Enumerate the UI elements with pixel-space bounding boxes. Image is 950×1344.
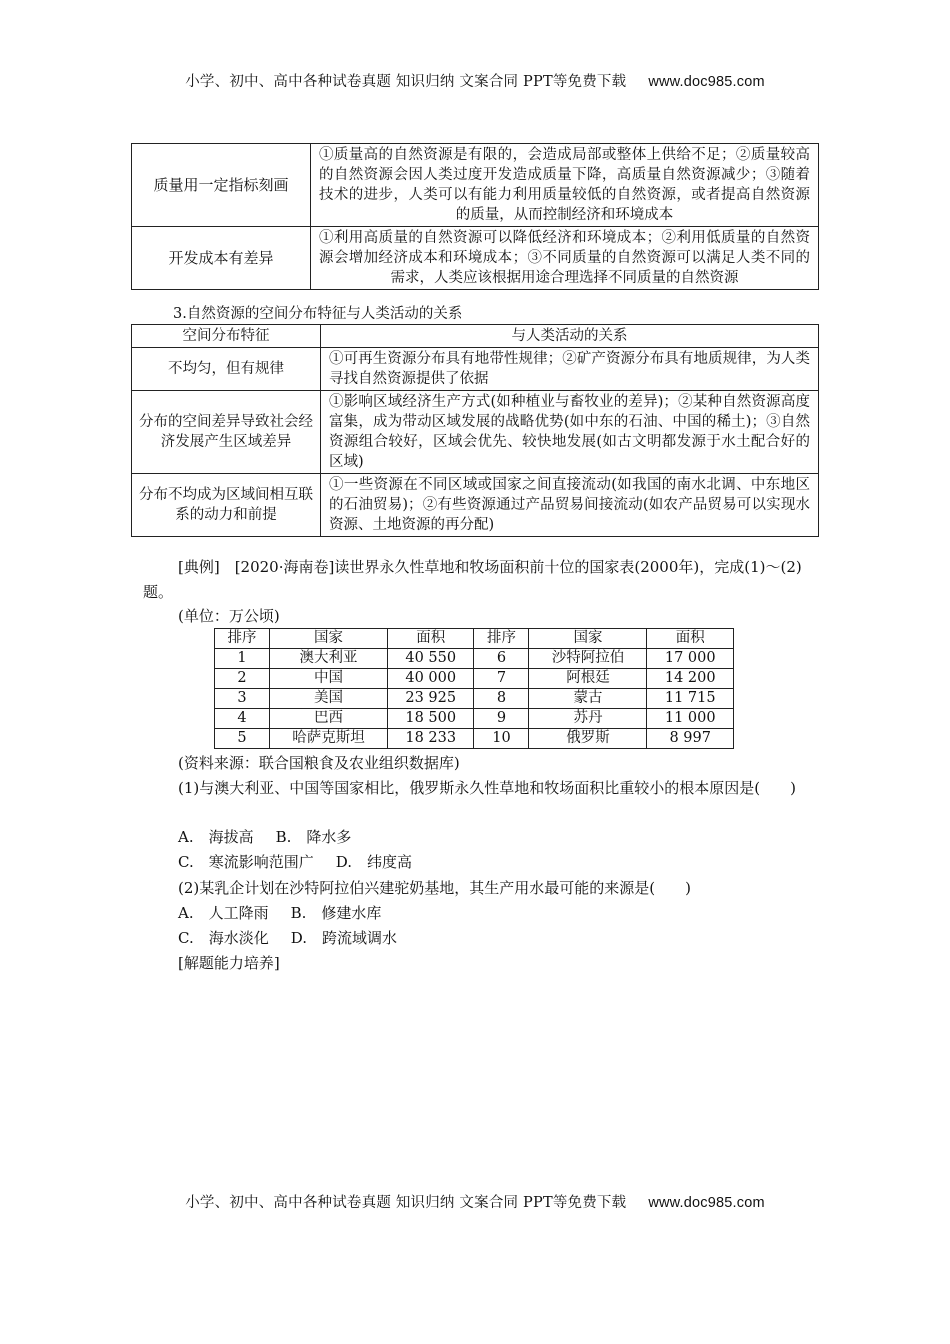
table-cell: 中国	[270, 669, 388, 689]
table-cell: 17 000	[647, 649, 734, 669]
table-cell: 蒙古	[529, 689, 647, 709]
header-url[interactable]: www.doc985.com	[648, 74, 765, 90]
table-cell: 10	[474, 729, 529, 749]
table-row	[132, 474, 819, 537]
table-cell: 苏丹	[529, 709, 647, 729]
table-header-row	[132, 325, 819, 348]
table-cell: 澳大利亚	[270, 649, 388, 669]
feature-cell: 分布的空间差异导致社会经济发展产生区域差异	[132, 391, 321, 474]
table-row	[215, 709, 734, 729]
grassland-area-table	[214, 628, 734, 749]
question-1-options	[143, 850, 858, 875]
table-row	[215, 669, 734, 689]
column-header: 空间分布特征	[132, 325, 321, 348]
table-cell: 1	[215, 649, 270, 669]
table-cell: 9	[474, 709, 529, 729]
feature-cell: 分布不均成为区域间相互联系的动力和前提	[132, 474, 321, 537]
page-header	[0, 70, 950, 91]
table-cell: 美国	[270, 689, 388, 709]
relation-cell: ①可再生资源分布具有地带性规律；②矿产资源分布具有地质规律，为人类寻找自然资源提供了依据	[321, 348, 819, 391]
table-cell: 23 925	[387, 689, 474, 709]
table-cell: 巴西	[270, 709, 388, 729]
relation-cell: ①一些资源在不同区域或国家之间直接流动(如我国的南水北调、中东地区的石油贸易)；②有些资源通过产品贸易间接流动(如农产品贸易可以实现水资源、土地资源的再分配)	[321, 474, 819, 537]
question-1: (1)与澳大利亚、中国等国家相比，俄罗斯永久性草地和牧场面积比重较小的根本原因是( )	[178, 779, 796, 797]
table-row	[132, 144, 819, 227]
table-cell: 8	[474, 689, 529, 709]
option-d: D. 跨流域调水	[290, 929, 397, 947]
column-header: 面积	[387, 629, 474, 649]
option-a: A. 人工降雨	[178, 904, 269, 922]
relation-cell: ①影响区域经济生产方式(如种植业与畜牧业的差异)；②某种自然资源高度富集，成为带动区域发展的战略优势(如中东的石油、中国的稀土)；③自然资源组合较好，区域会优先、较快地发展(如古文明都发源于水土配合好的区域)	[321, 391, 819, 474]
table-cell: 哈萨克斯坦	[270, 729, 388, 749]
question-2: (2)某乳企计划在沙特阿拉伯兴建驼奶基地，其生产用水最可能的来源是( )	[178, 879, 691, 897]
table-cell: 5	[215, 729, 270, 749]
option-a: A. 海拔高	[178, 828, 254, 846]
page-footer	[0, 1191, 950, 1212]
table-cell: 4	[215, 709, 270, 729]
table-row	[215, 729, 734, 749]
table-cell: 7	[474, 669, 529, 689]
table-row	[215, 689, 734, 709]
unit-note: (单位：万公顷)	[178, 607, 280, 625]
feature-cell: 不均匀，但有规律	[132, 348, 321, 391]
table-cell: 8 997	[647, 729, 734, 749]
table-cell: 6	[474, 649, 529, 669]
table-row	[132, 227, 819, 290]
column-header: 面积	[647, 629, 734, 649]
option-b: B. 修建水库	[290, 904, 382, 922]
table-cell: 11 000	[647, 709, 734, 729]
row-label: 开发成本有差异	[132, 227, 311, 290]
data-source: (资料来源：联合国粮食及农业组织数据库)	[178, 754, 460, 772]
column-header: 国家	[270, 629, 388, 649]
option-c: C. 海水淡化	[178, 929, 269, 947]
question-2-options	[143, 926, 858, 951]
column-header: 排序	[474, 629, 529, 649]
section-title: 3.自然资源的空间分布特征与人类活动的关系	[173, 306, 463, 322]
table-cell: 14 200	[647, 669, 734, 689]
table-header-row	[215, 629, 734, 649]
table-cell: 18 233	[387, 729, 474, 749]
footer-url[interactable]: www.doc985.com	[648, 1195, 765, 1211]
training-heading: [解题能力培养]	[178, 954, 280, 972]
example-intro: [典例] [2020·海南卷]读世界永久性草地和牧场面积前十位的国家表(2000年)，完成(1)～(2)题。	[143, 558, 802, 601]
option-b: B. 降水多	[275, 828, 352, 846]
header-text: 小学、初中、高中各种试卷真题 知识归纳 文案合同 PPT等免费下载	[185, 74, 627, 90]
table-cell: 40 550	[387, 649, 474, 669]
table-row	[132, 391, 819, 474]
table-cell: 18 500	[387, 709, 474, 729]
table-cell: 俄罗斯	[529, 729, 647, 749]
column-header: 与人类活动的关系	[321, 325, 819, 348]
row-content: ①质量高的自然资源是有限的，会造成局部或整体上供给不足；②质量较高的自然资源会因人类过度开发造成质量下降，高质量自然资源减少；③随着技术的进步，人类可以有能力利用质量较低的自然资源，或者提高自然资源的质量，从而控制经济和环境成本	[311, 144, 819, 227]
column-header: 排序	[215, 629, 270, 649]
row-label: 质量用一定指标刻画	[132, 144, 311, 227]
table-row	[132, 348, 819, 391]
table-cell: 阿根廷	[529, 669, 647, 689]
table-cell: 3	[215, 689, 270, 709]
table-row	[215, 649, 734, 669]
footer-text: 小学、初中、高中各种试卷真题 知识归纳 文案合同 PPT等免费下载	[185, 1195, 627, 1211]
column-header: 国家	[529, 629, 647, 649]
question-1-options	[143, 825, 858, 850]
option-d: D. 纬度高	[335, 853, 412, 871]
spatial-distribution-table	[131, 324, 819, 537]
row-content: ①利用高质量的自然资源可以降低经济和环境成本；②利用低质量的自然资源会增加经济成本和环境成本；③不同质量的自然资源可以满足人类不同的需求，人类应该根据用途合理选择不同质量的自然资源	[311, 227, 819, 290]
table-cell: 2	[215, 669, 270, 689]
table-cell: 沙特阿拉伯	[529, 649, 647, 669]
question-2-options	[143, 901, 858, 926]
resource-quality-table	[131, 143, 819, 290]
table-cell: 11 715	[647, 689, 734, 709]
table-cell: 40 000	[387, 669, 474, 689]
option-c: C. 寒流影响范围广	[178, 853, 314, 871]
